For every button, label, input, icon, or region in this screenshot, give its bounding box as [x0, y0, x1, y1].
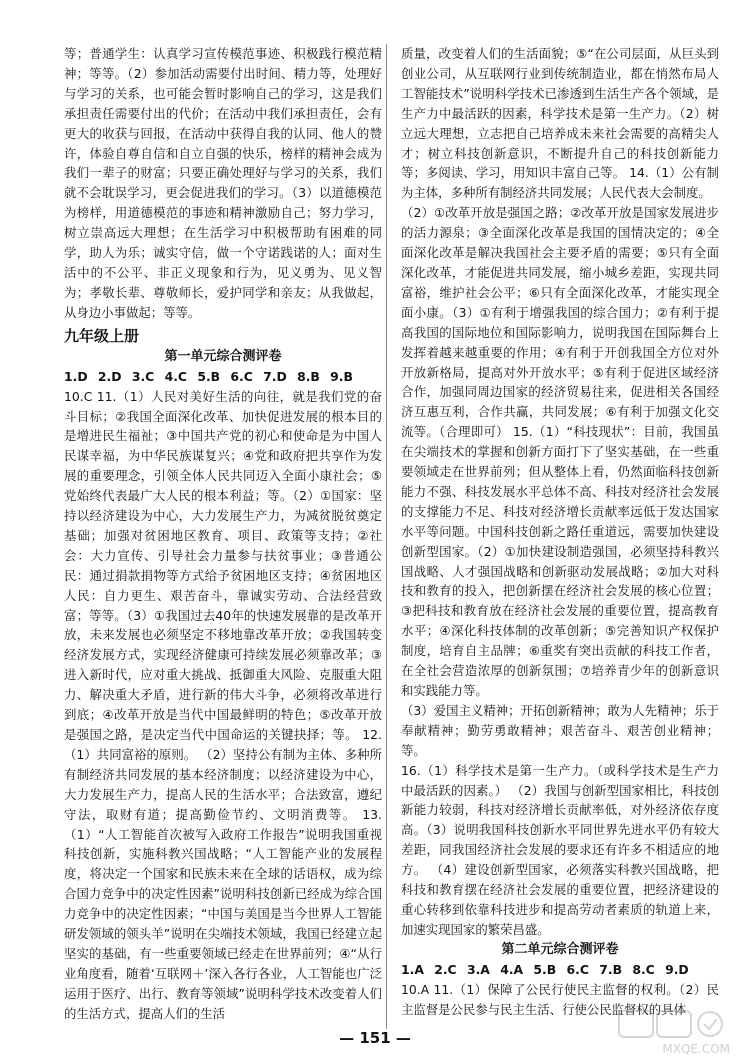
answer-paragraph: （3）爱国主义精神；开拓创新精神；敢为人先精神；乐于奉献精神；勤劳勇敢精神；艰苦奋斗、艰苦创业精神；等。	[401, 702, 719, 758]
column-divider	[386, 44, 387, 1029]
watermark-logo	[618, 1010, 730, 1056]
answer-paragraph: 质量，改变着人们的生活面貌；⑤“在公司层面，从巨头到创业公司，从互联网行业到传统制造业，都在悄然布局人工智能技术”说明科学技术已渗透到生活生产各个领域，是生产力中最活跃的因素，科学技术是第一生产力。（2）树立远大理想，立志把自己培养成未来社会需要的高精尖人才；树立科技创新意识，不断提升自己的科技创新能力等；多阅读、学习，用知识丰富自己等。 14.（1）公有制为主体，多种所有制经济共同发展；人民代表大会制度。	[401, 46, 719, 201]
watermark-text: MXQE.COM	[662, 1042, 730, 1056]
answer-paragraph: 等；普通学生：认真学习宣传模范事迹、积极践行模范精神；等等。（2）参加活动需要付出时间、精力等，处理好与学习的关系，也可能会暂时影响自己的学习，这是我们承担责任需要付出的代价；在活动中我们承担责任，会有更大的收获与回报，在活动中获得自我的认同、他人的赞许，体验自尊自信和自立自强的快乐，榜样的精神会成为我们一辈子的财富；只要正确处理好与学习的关系，我们就不会耽误学习，更会促进我们的学习。（3）以道德模范为榜样，用道德模范的事迹和精神激励自己；努力学习，树立崇高远大理想；在生活学习中积极帮助有困难的同学，助人为乐；诚实守信，做一个守诺践诺的人；面对生活中的不公平、非正义现象和行为，见义勇为、见义智为；孝敬长辈、尊敬师长，爱护同学和亲友；从我做起，从身边小事做起；等等。	[64, 46, 382, 320]
right-column	[401, 44, 719, 1020]
left-column	[64, 44, 382, 1024]
unit-heading: 第一单元综合测评卷	[164, 348, 282, 364]
choice-answers: 1.D 2.D 3.C 4.C 5.B 6.C 7.D 8.B 9.B	[64, 368, 353, 384]
page-number: — 151 —	[339, 1029, 411, 1047]
choice-answers: 1.A 2.C 3.A 4.A 5.B 6.C 7.B 8.C 9.D	[401, 961, 689, 977]
watermark-badge-icon	[618, 1010, 730, 1040]
answer-paragraph: 10.C 11.（1）人民对美好生活的向往，就是我们党的奋斗目标；②我国全面深化改革、加快促进发展的根本目的是增进民生福祉；③中国共产党的初心和使命是为中国人民谋幸福，为中华民族谋复兴；④党和政府把共享作为发展的重要理念，引领全体人民共同迈入全面小康社会；⑤党始终代表最广大人民的根本利益；等。（2）①国家：坚持以经济建设为中心，大力发展生产力，为减贫脱贫奠定基础；加强对贫困地区教育、项目、政策等支持；②社会：大力宣传、引导社会力量参与扶贫事业；③普通公民：通过捐款捐物等方式给予贫困地区支持；④贫困地区人民：自力更生、艰苦奋斗，靠诚实劳动、合法经营致富；等等。（3）①我国过去40年的快速发展靠的是改革开放，未来发展也必须坚定不移地靠改革开放；②我国转变经济发展方式，实现经济健康可持续发展必须靠改革；③进入新时代，应对重大挑战、抵御重大风险、克服重大阻力、解决重大矛盾，进行新的伟大斗争，必须将改革进行到底；④改革开放是当代中国最鲜明的特色；⑤改革开放是强国之路，是决定当代中国命运的关键抉择；等。 12.（1）共同富裕的原则。 （2）坚持公有制为主体、多种所有制经济共同发展的基本经济制度；以经济建设为中心，大力发展生产力，提高人民的生活水平；合法致富，遵纪守法，取财有道；提高勤俭节约、文明消费等。 13.（1）“人工智能首次被写入政府工作报告”说明我国重视科技创新，实施科教兴国战略；“人工智能产业的发展程度，将决定一个国家和民族未来在全球的话语权，成为综合国力竞争中的决定性因素”说明科技创新已经成为综合国力竞争中的决定性因素；“中国与美国是当今世界人工智能研发领域的领头羊”说明在尖端技术领域，我国已经建立起坚实的基础，有一些重要领域已经走在世界前列；④“从行业角度看，随着‘互联网＋’深入各行各业，人工智能也广泛运用于医疗、出行、教育等领域”说明科学技术改变着人们的生活方式，提高人们的生活	[64, 388, 382, 1021]
answer-paragraph: （2）①改革开放是强国之路；②改革开放是国家发展进步的活力源泉；③全面深化改革是我国的国情决定的；④全面深化改革是解决我国社会主要矛盾的需要；⑤只有全面深化改革，才能促进共同发展，缩小城乡差距，实现共同富裕，维护社会公平；⑥只有全面深化改革，才能实现全面小康。（3）①有利于增强我国的综合国力；②有利于提高我国的国际地位和国际影响力，说明我国在国际舞台上发挥着越来越重要的作用；④有利于开创我国全方位对外开放新格局，提高对外开放水平；⑤有利于促进区域经济合作，加强同周边国家的经济贸易往来，促进相关各国经济互惠互利，合作共赢，共同发展；⑥有利于加强文化交流等。（合理即可） 15.（1）“科技现状”：目前，我国虽在尖端技术的掌握和创新方面打下了坚实基础，在一些重要领域走在世界前列；但从整体上看，仍然面临科技创新能力不强、科技发展水平总体不高、科技对经济社会发展的支撑能力不足、科技对经济增长贡献率远低于发达国家水平等问题。中国科技创新之路任重道远，需要加快建设创新型国家。（2）①加快建设制造强国，必须坚持科教兴国战略、人才强国战略和创新驱动发展战略；②加大对科技和教育的投入，把创新摆在经济社会发展的核心位置；③把科技和教育放在经济社会发展的重要位置，提高教育水平；④深化科技体制的改革创新；⑤完善知识产权保护制度，培育自主品牌；⑥重奖有突出贡献的科技工作者，在全社会营造浓厚的创新氛围；⑦培养青少年的创新意识和实践能力等。	[401, 205, 719, 698]
grade-heading: 九年级上册	[64, 326, 140, 345]
answer-paragraph: 10.A 11.（1）保障了公民行使民主监督的权利。（2）民主监督是公民参与民主生活、行使公民监督权的具体	[401, 981, 719, 1017]
answer-paragraph: 16.（1）科学技术是第一生产力。（或科学技术是生产力中最活跃的因素。） （2）我国与创新型国家相比，科技创新能力较弱，科技对经济增长贡献率低，对外经济依存度高。（3）说明我国科技创新水平同世界先进水平仍有较大差距，同我国经济社会发展的要求还有许多不相适应的地方。 （4）建设创新型国家，必须落实科教兴国战略，把科技和教育摆在经济社会发展的重要位置，把经济建设的重心转移到依靠科技进步和提高劳动者素质的轨道上来，加速实现国家的繁荣昌盛。	[401, 762, 719, 937]
unit-heading: 第二单元综合测评卷	[501, 941, 619, 957]
